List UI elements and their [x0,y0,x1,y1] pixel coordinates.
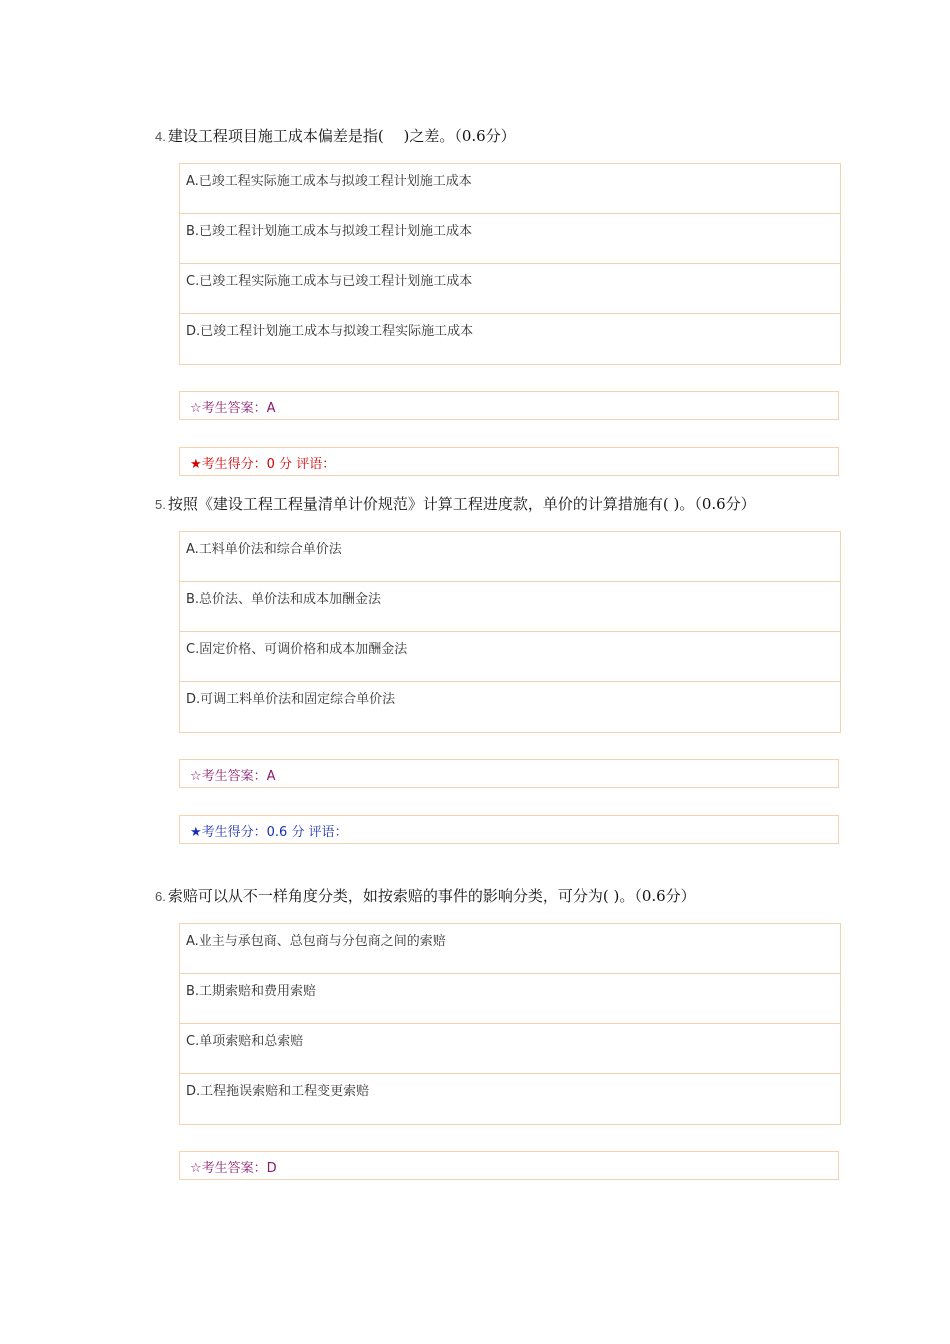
question-title [155,884,845,909]
question-6 [155,884,845,1180]
question-number: 4. [155,129,166,144]
question-title [155,124,845,149]
options-list [179,163,841,365]
option-c[interactable]: C.固定价格、可调价格和成本加酬金法 [180,632,840,682]
option-d[interactable]: D.可调工料单价法和固定综合单价法 [186,692,396,707]
option-c[interactable]: C.已竣工程实际施工成本与已竣工程计划施工成本 [180,264,840,314]
option-d[interactable]: D.工程拖误索赔和工程变更索赔 [186,1084,370,1099]
question-5 [155,492,845,844]
option-b[interactable]: B.总价法、单价法和成本加酬金法 [180,582,840,632]
question-number: 6. [155,889,166,904]
question-text: 索赔可以从不一样角度分类，如按索赔的事件的影响分类，可分为( )。（0.6分） [167,887,696,905]
option-a[interactable]: A.业主与承包商、总包商与分包商之间的索赔 [180,924,840,974]
student-score: ★考生得分：0.6 分 评语： [179,815,839,844]
student-answer: ☆考生答案：A [179,391,839,420]
student-answer: ☆考生答案：D [179,1151,839,1180]
option-b[interactable]: B.已竣工程计划施工成本与拟竣工程计划施工成本 [180,214,840,264]
question-number: 5. [155,497,166,512]
question-title [155,492,845,517]
option-a[interactable]: A.已竣工程实际施工成本与拟竣工程计划施工成本 [180,164,840,214]
question-text: 按照《建设工程工程量清单计价规范》计算工程进度款，单价的计算措施有( )。（0.6分） [167,495,756,513]
question-4 [155,124,845,476]
option-d[interactable]: D.已竣工程计划施工成本与拟竣工程实际施工成本 [186,324,474,339]
options-list [179,923,841,1125]
question-text: 建设工程项目施工成本偏差是指( )之差。（0.6分） [167,127,516,145]
student-score: ★考生得分：0 分 评语： [179,447,839,476]
options-list [179,531,841,733]
option-c[interactable]: C.单项索赔和总索赔 [180,1024,840,1074]
student-answer: ☆考生答案：A [179,759,839,788]
option-b[interactable]: B.工期索赔和费用索赔 [180,974,840,1024]
option-a[interactable]: A.工料单价法和综合单价法 [180,532,840,582]
